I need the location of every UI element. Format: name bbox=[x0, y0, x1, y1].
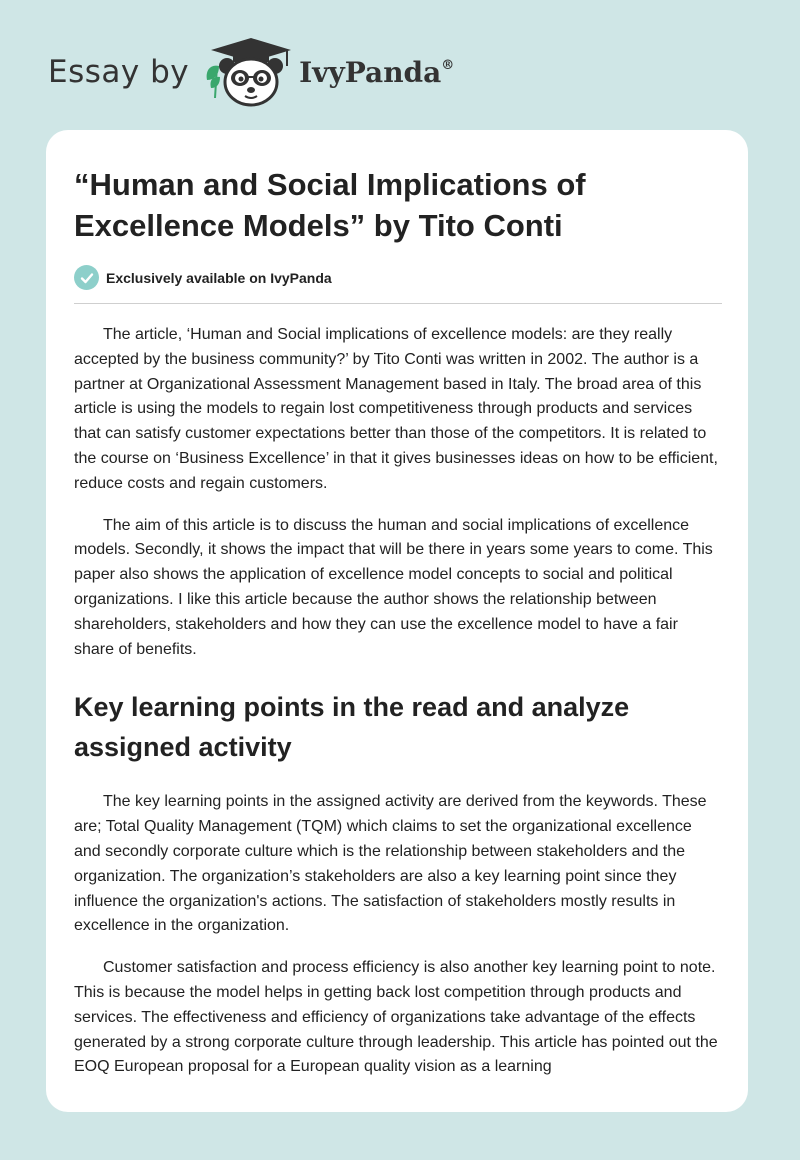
check-circle-icon bbox=[74, 265, 99, 290]
essay-card bbox=[46, 130, 748, 1112]
site-header bbox=[48, 36, 454, 108]
paragraph: Customer satisfaction and process efficiency is also another key learning point to note. This is because the model helps in getting back lost competition through products and services. The effectiveness and efficiency of organizations take advantage of the effects generated by a strong corporate culture through leadership. This article has pointed out the EOQ European proposal for a European quality vision as a learning bbox=[74, 959, 718, 1076]
paragraph: The article, ‘Human and Social implications of excellence models: are they really accepted by the business community?’ by Tito Conti was written in 2002. The author is a partner at Organizational Assessment Management based in Italy. The broad area of this article is using the models to regain lost competitiveness through products and services that can satisfy customer expectations better than those of the competitors. It is related to the course on ‘Business Excellence’ in that it gives businesses ideas on how to be efficient, reduce costs and regain customers. bbox=[74, 326, 718, 492]
exclusive-label: Exclusively available on IvyPanda bbox=[106, 269, 332, 286]
brand-text: IvyPanda bbox=[299, 55, 442, 89]
brand-name[interactable] bbox=[299, 56, 454, 89]
panda-graduate-logo-icon[interactable] bbox=[203, 36, 295, 108]
registered-mark: ® bbox=[441, 57, 455, 73]
paragraph: The aim of this article is to discuss the human and social implications of excellence models. Secondly, it shows the impact that will be there in years some years to come. This paper also shows the application of excellence model concepts to social and political organizations. I like this article because the author shows the relationship between shareholders, stakeholders and how they can use the excellence model to have a fair share of benefits. bbox=[74, 516, 713, 658]
paragraph: The key learning points in the assigned activity are derived from the keywords. These are; Total Quality Management (TQM) which claims to set the organizational excellence and secondly corporate culture which is the relationship between stakeholders and the organization. The organization’s stakeholders are also a key learning point since they influence the organization's actions. The satisfaction of stakeholders mostly results in excellence in the organization. bbox=[74, 793, 707, 935]
essay-title: “Human and Social Implications of Excellence Models” by Tito Conti bbox=[74, 167, 586, 243]
exclusive-badge bbox=[74, 265, 722, 290]
essay-by-label: Essay by bbox=[48, 54, 190, 90]
section-heading: Key learning points in the read and analyze assigned activity bbox=[74, 692, 630, 763]
divider bbox=[74, 303, 722, 304]
